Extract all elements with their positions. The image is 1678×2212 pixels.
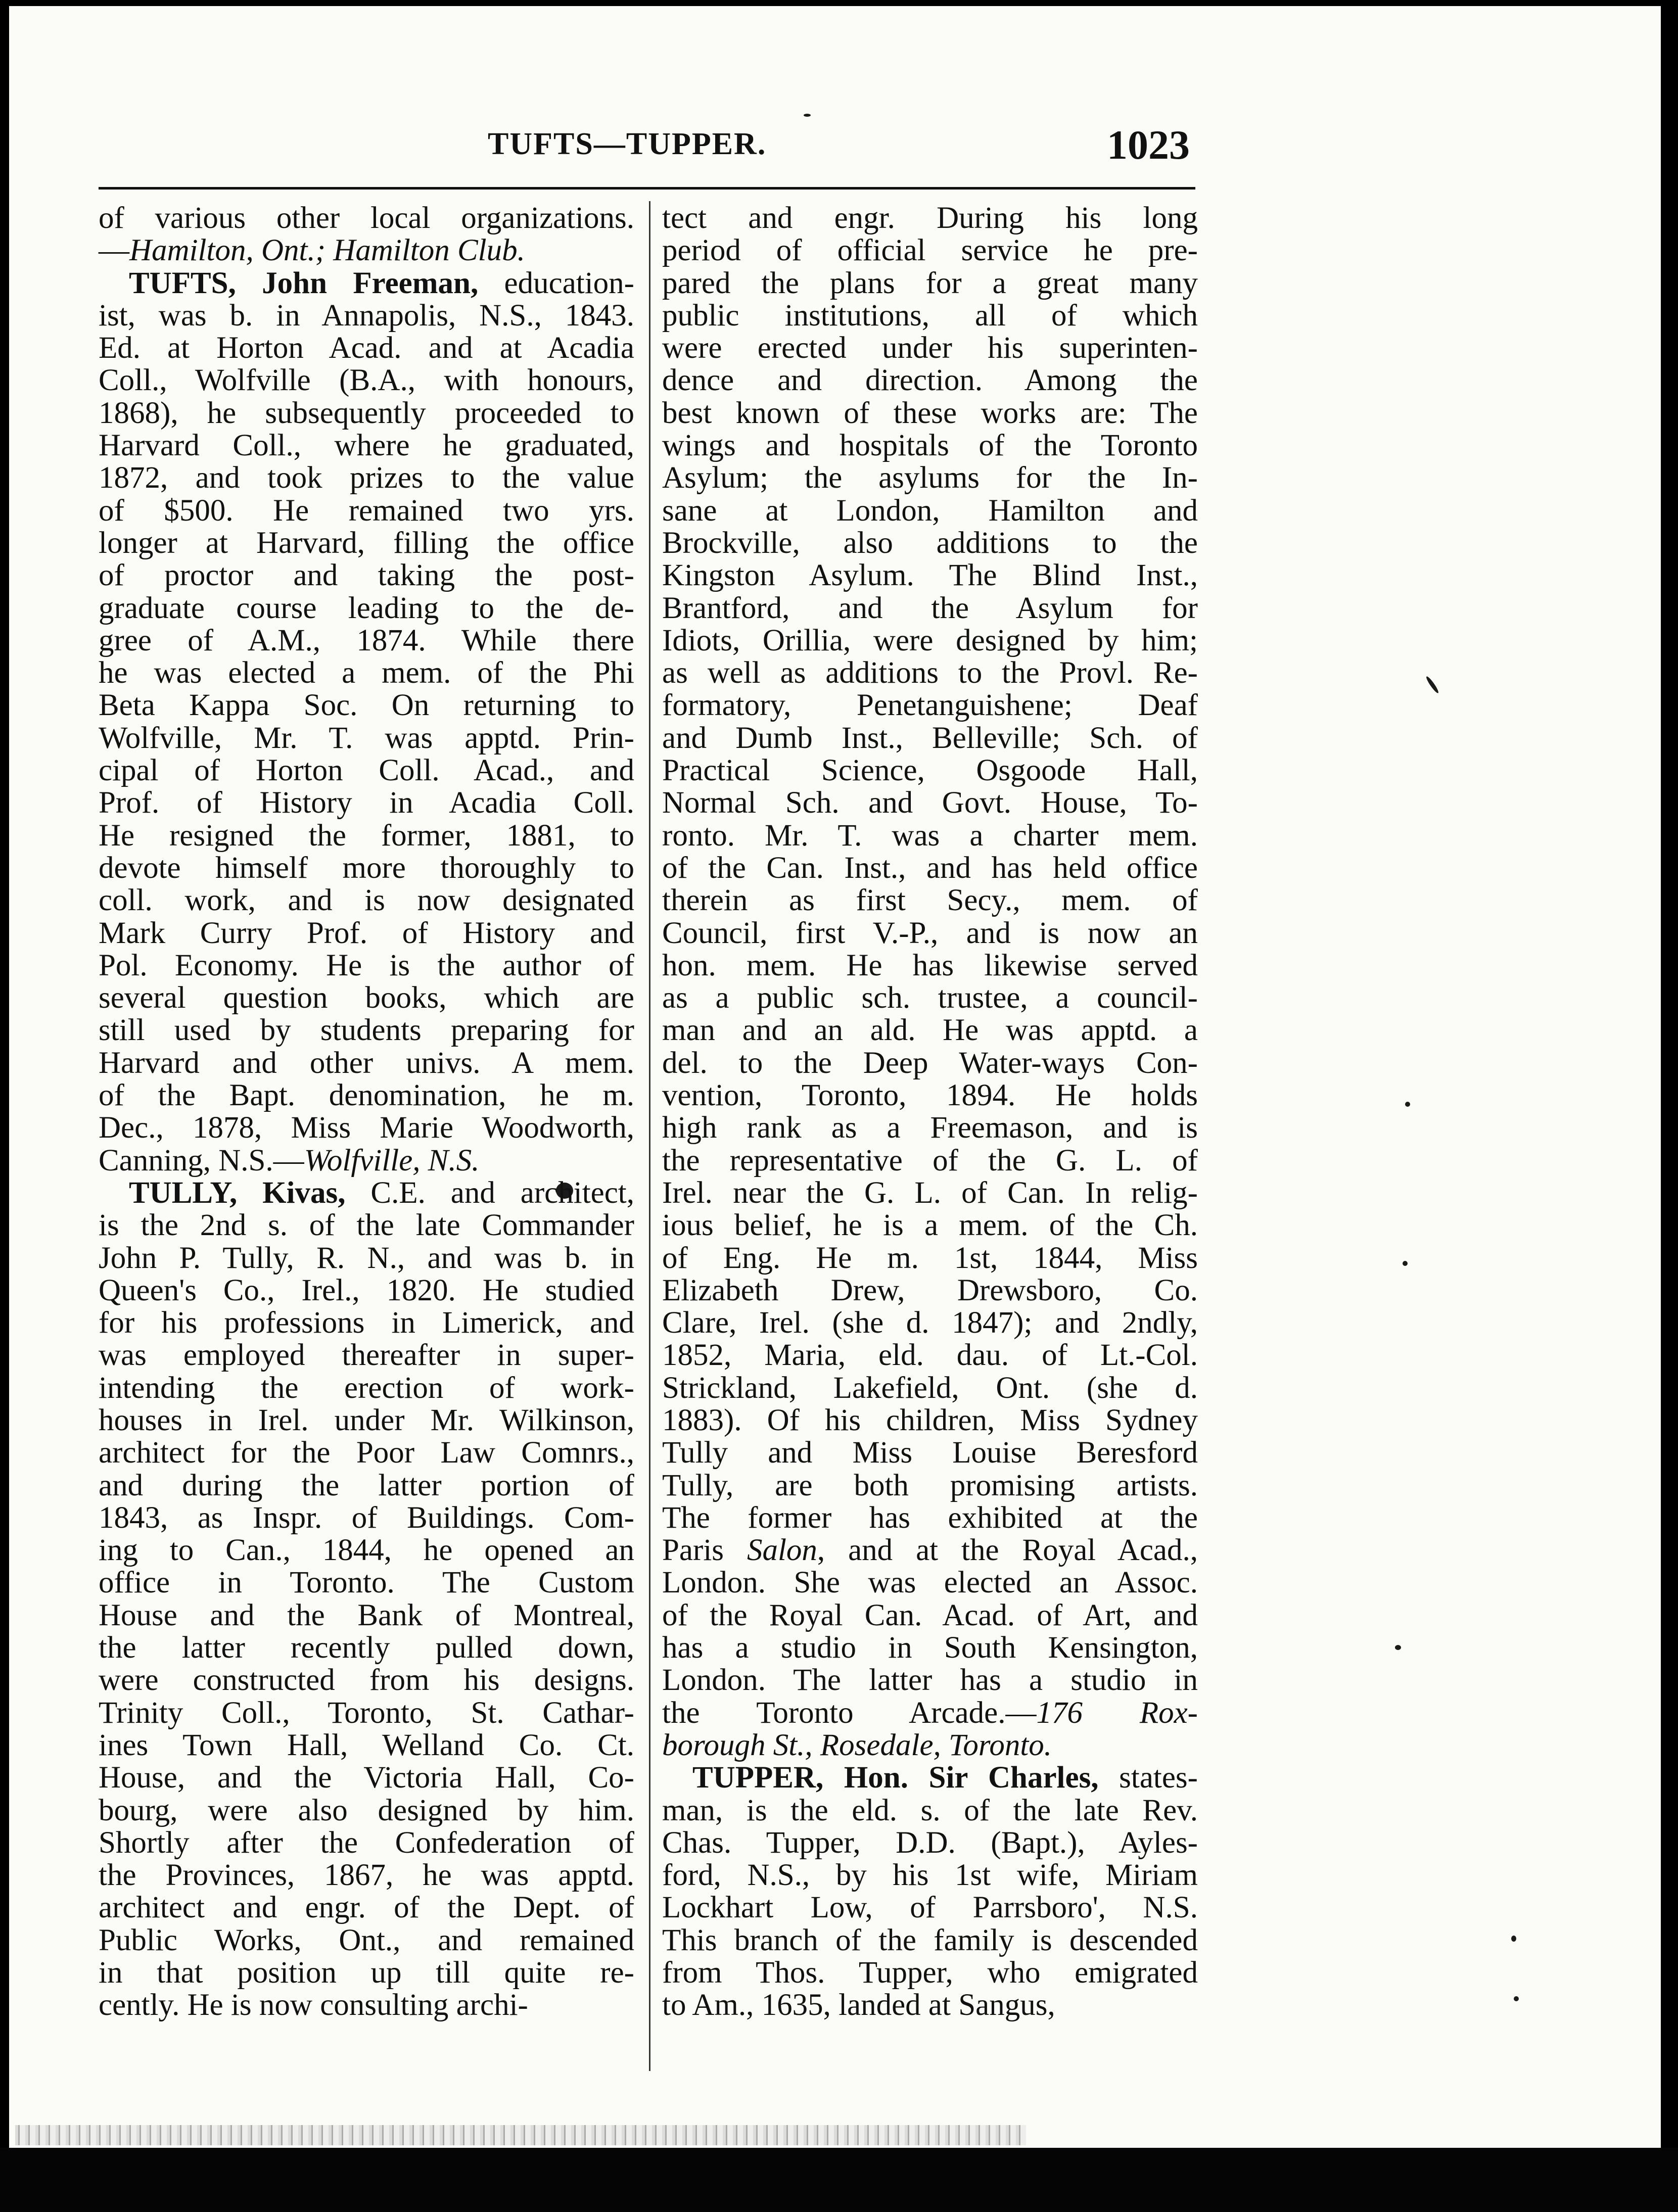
italic-text: Wolfville, N.S. [304, 1143, 480, 1178]
text-run: architect for the Poor Law Comnrs., [99, 1436, 634, 1470]
text-run: , and at the Royal Acad., [817, 1533, 1198, 1568]
text-line [662, 1697, 1198, 1729]
text-run: Strickland, Lakefield, Ont. (she d. [662, 1371, 1198, 1405]
text-line [99, 1859, 634, 1892]
text-line [99, 300, 634, 332]
text-line [99, 917, 634, 950]
text-run: of $500. He remained two yrs. [99, 493, 634, 528]
text-run: he was elected a mem. of the Phi [99, 656, 634, 690]
text-run: ing to Can., 1844, he opened an [99, 1533, 634, 1568]
scan-noise-strip [15, 2125, 1026, 2145]
italic-text: Hamilton, Ont.; Hamilton Club. [129, 233, 525, 268]
text-run: office in Toronto. The Custom [99, 1566, 634, 1600]
text-line [99, 852, 634, 884]
text-run: dence and direction. Among the [662, 363, 1198, 398]
text-run: wings and hospitals of the Toronto [662, 429, 1198, 463]
text-line [99, 1079, 634, 1112]
text-run: Wolfville, Mr. T. was apptd. Prin- [99, 721, 634, 755]
text-run: Harvard Coll., where he graduated, [99, 429, 634, 463]
entry-name: TUPPER, Hon. Sir Charles, [692, 1761, 1099, 1795]
text-run: Elizabeth Drew, Drewsboro, Co. [662, 1273, 1198, 1307]
text-line [662, 950, 1198, 982]
text-line [662, 1762, 1198, 1794]
text-line [99, 1827, 634, 1859]
text-run: for his professions in Limerick, and [99, 1306, 634, 1340]
text-line [662, 300, 1198, 332]
text-line [662, 202, 1198, 234]
text-run: Chas. Tupper, D.D. (Bapt.), Ayles- [662, 1825, 1198, 1860]
scan-speck [1405, 1102, 1410, 1107]
text-line [99, 1599, 634, 1632]
text-line [99, 267, 634, 300]
text-run: cently. He is now consulting archi- [99, 1988, 528, 2022]
text-line [662, 1729, 1198, 1762]
text-run: Prof. of History in Acadia Coll. [99, 786, 634, 820]
text-line [662, 1632, 1198, 1664]
text-run: John P. Tully, R. N., and was b. in [99, 1241, 634, 1275]
text-line [99, 1307, 634, 1339]
text-line [662, 495, 1198, 527]
text-run: coll. work, and is now designated [99, 883, 634, 918]
text-line [662, 1534, 1198, 1567]
text-run: cipal of Horton Coll. Acad., and [99, 754, 634, 788]
text-run: tect and engr. During his long [662, 201, 1198, 235]
text-line [662, 364, 1198, 397]
text-run: Paris [662, 1533, 747, 1568]
text-run: as a public sch. trustee, a council- [662, 981, 1198, 1015]
scan-speck [1511, 1936, 1516, 1942]
text-line [99, 1632, 634, 1664]
text-line [662, 267, 1198, 300]
text-line [662, 592, 1198, 625]
text-line [99, 1404, 634, 1437]
text-run: He resigned the former, 1881, to [99, 818, 634, 853]
text-run: intending the erection of work- [99, 1371, 634, 1405]
text-run: Idiots, Orillia, were designed by him; [662, 623, 1198, 657]
text-line [662, 1664, 1198, 1697]
scan-border-bottom [0, 2148, 1678, 2212]
text-run: ford, N.S., by his 1st wife, Miriam [662, 1858, 1198, 1893]
text-run: the latter recently pulled down, [99, 1631, 634, 1665]
text-run: man, is the eld. s. of the late Rev. [662, 1793, 1198, 1827]
text-line [99, 787, 634, 819]
text-line [662, 527, 1198, 559]
text-run: were erected under his superinten- [662, 331, 1198, 365]
text-line [99, 1697, 634, 1729]
text-run: del. to the Deep Water-ways Con- [662, 1046, 1198, 1080]
text-line [99, 1664, 634, 1697]
text-run: Asylum; the asylums for the In- [662, 461, 1198, 495]
text-line [99, 657, 634, 689]
text-run: formatory, Penetanguishene; Deaf [662, 688, 1198, 723]
text-line [99, 462, 634, 494]
text-line [99, 1989, 634, 2021]
text-line [662, 462, 1198, 494]
text-line [99, 1729, 634, 1762]
text-line [662, 1014, 1198, 1047]
text-run: Trinity Coll., Toronto, St. Cathar- [99, 1696, 634, 1730]
text-line [662, 1827, 1198, 1859]
text-run: sane at London, Hamilton and [662, 493, 1198, 528]
text-line [99, 722, 634, 755]
text-line [99, 755, 634, 787]
right-column [662, 202, 1198, 2022]
text-run: best known of these works are: The [662, 396, 1198, 430]
text-line [99, 1957, 634, 1989]
scan-speck [1395, 1645, 1401, 1650]
text-run: Brockville, also additions to the [662, 526, 1198, 560]
text-run: longer at Harvard, filling the office [99, 526, 634, 560]
text-line [99, 1892, 634, 1924]
text-line [662, 1404, 1198, 1437]
text-line [99, 1014, 634, 1047]
text-run: of Eng. He m. 1st, 1844, Miss [662, 1241, 1198, 1275]
text-run: still used by students preparing for [99, 1013, 634, 1048]
text-line [99, 950, 634, 982]
italic-text: borough St., Rosedale, Toronto. [662, 1728, 1052, 1762]
text-run: were constructed from his designs. [99, 1663, 634, 1698]
text-run: 1843, as Inspr. of Buildings. Com- [99, 1500, 634, 1535]
text-line [662, 689, 1198, 722]
text-run: pared the plans for a great many [662, 266, 1198, 300]
text-line [99, 397, 634, 430]
text-run: Ed. at Horton Acad. and at Acadia [99, 331, 634, 365]
text-line [662, 1470, 1198, 1502]
text-line [99, 1924, 634, 1957]
text-line [662, 234, 1198, 267]
text-line [662, 787, 1198, 819]
text-run: bourg, were also designed by him. [99, 1793, 634, 1827]
text-run: Dec., 1878, Miss Marie Woodworth, [99, 1111, 634, 1145]
text-run: vention, Toronto, 1894. He holds [662, 1078, 1198, 1113]
text-run: ist, was b. in Annapolis, N.S., 1843. [99, 298, 634, 333]
text-run: Lockhart Low, of Parrsboro', N.S. [662, 1891, 1198, 1925]
text-line [662, 852, 1198, 884]
text-run: Practical Science, Osgoode Hall, [662, 754, 1198, 788]
text-run: Council, first V.-P., and is now an [662, 916, 1198, 950]
text-line [99, 884, 634, 917]
scan-speck [1514, 1996, 1519, 2001]
page-number: 1023 [1107, 122, 1190, 168]
text-line [662, 1372, 1198, 1404]
text-line [99, 559, 634, 592]
text-run: The former has exhibited at the [662, 1500, 1198, 1535]
text-line [99, 1275, 634, 1307]
text-run: 1872, and took prizes to the value [99, 461, 634, 495]
text-run: to Am., 1635, landed at Sangus, [662, 1988, 1055, 2022]
text-line [662, 625, 1198, 657]
text-run: high rank as a Freemason, and is [662, 1111, 1198, 1145]
text-line [662, 1599, 1198, 1632]
text-line [662, 1957, 1198, 1989]
text-run: Kingston Asylum. The Blind Inst., [662, 558, 1198, 593]
text-run: London. The latter has a studio in [662, 1663, 1198, 1698]
text-line [662, 1177, 1198, 1209]
text-run: Pol. Economy. He is the author of [99, 948, 634, 982]
text-run: the Provinces, 1867, he was apptd. [99, 1858, 634, 1893]
text-line [99, 820, 634, 852]
entry-name: TUFTS, John Freeman, [129, 266, 479, 300]
text-run: has a studio in South Kensington, [662, 1631, 1198, 1665]
text-line [99, 1534, 634, 1567]
text-run: from Thos. Tupper, who emigrated [662, 1956, 1198, 1990]
text-run: graduate course leading to the de- [99, 591, 634, 625]
text-line [662, 1307, 1198, 1339]
text-run: period of official service he pre- [662, 233, 1198, 268]
text-run: C.E. and architect, [345, 1175, 634, 1210]
text-line [662, 1437, 1198, 1469]
text-run: London. She was elected an Assoc. [662, 1566, 1198, 1600]
text-run: devote himself more thoroughly to [99, 851, 634, 885]
text-line [99, 364, 634, 397]
text-run: Brantford, and the Asylum for [662, 591, 1198, 625]
text-run: hon. mem. He has likewise served [662, 948, 1198, 982]
text-line [99, 1470, 634, 1502]
text-run: ious belief, he is a mem. of the Ch. [662, 1208, 1198, 1243]
text-line [662, 657, 1198, 689]
text-run: Harvard and other univs. A mem. [99, 1046, 634, 1080]
text-run: Queen's Co., Irel., 1820. He studied [99, 1273, 634, 1307]
text-run: is the 2nd s. of the late Commander [99, 1208, 634, 1243]
text-run: ines Town Hall, Welland Co. Ct. [99, 1728, 634, 1762]
text-line [99, 982, 634, 1014]
text-run: the Toronto Arcade.— [662, 1696, 1037, 1730]
text-run: as well as additions to the Provl. Re- [662, 656, 1198, 690]
text-run: 1868), he subsequently proceeded to [99, 396, 634, 430]
text-line [99, 332, 634, 364]
text-run: — [99, 233, 129, 268]
text-run: of proctor and taking the post- [99, 558, 634, 593]
text-run: Tully, are both promising artists. [662, 1468, 1198, 1502]
text-run: Irel. near the G. L. of Can. In relig- [662, 1175, 1198, 1210]
text-line [99, 1339, 634, 1372]
text-line [662, 1145, 1198, 1177]
text-line [99, 1145, 634, 1177]
scan-speck [804, 114, 811, 117]
text-line [99, 1047, 634, 1079]
text-run: man and an ald. He was apptd. a [662, 1013, 1198, 1048]
text-run: 1852, Maria, eld. dau. of Lt.-Col. [662, 1338, 1198, 1373]
text-line [662, 430, 1198, 462]
italic-text: Salon [747, 1533, 817, 1568]
text-run: several question books, which are [99, 981, 634, 1015]
text-line [99, 625, 634, 657]
text-run: and Dumb Inst., Belleville; Sch. of [662, 721, 1198, 755]
text-line [662, 1275, 1198, 1307]
text-line [662, 559, 1198, 592]
text-run: houses in Irel. under Mr. Wilkinson, [99, 1403, 634, 1437]
text-run: gree of A.M., 1874. While there [99, 623, 634, 657]
text-run: was employed thereafter in super- [99, 1338, 634, 1373]
text-line [662, 755, 1198, 787]
text-run: House and the Bank of Montreal, [99, 1598, 634, 1632]
text-run: architect and engr. of the Dept. of [99, 1891, 634, 1925]
text-run: Tully and Miss Louise Beresford [662, 1436, 1198, 1470]
text-line [662, 1502, 1198, 1534]
text-run: states- [1098, 1761, 1198, 1795]
text-line [662, 1795, 1198, 1827]
text-line [99, 592, 634, 625]
text-run: of various other local organizations. [99, 201, 634, 235]
text-run: 1883). Of his children, Miss Sydney [662, 1403, 1198, 1437]
text-run: education- [478, 266, 634, 300]
italic-text: 176 Rox- [1036, 1696, 1198, 1730]
text-line [99, 1437, 634, 1469]
text-run: Shortly after the Confederation of [99, 1825, 634, 1860]
text-line [662, 722, 1198, 755]
text-run: Normal Sch. and Govt. House, To- [662, 786, 1198, 820]
text-run: public institutions, all of which [662, 298, 1198, 333]
text-run: House, and the Victoria Hall, Co- [99, 1761, 634, 1795]
text-run: the representative of the G. L. of [662, 1143, 1198, 1178]
text-line [662, 1079, 1198, 1112]
left-column [99, 202, 634, 2022]
text-line [99, 1177, 634, 1209]
text-run: of the Royal Can. Acad. of Art, and [662, 1598, 1198, 1632]
text-run: Beta Kappa Soc. On returning to [99, 688, 634, 723]
text-line [662, 1047, 1198, 1079]
text-line [99, 1112, 634, 1144]
text-line [662, 1209, 1198, 1242]
text-line [99, 202, 634, 234]
text-line [99, 1242, 634, 1275]
text-line [99, 1372, 634, 1404]
text-line [99, 689, 634, 722]
text-line [662, 397, 1198, 430]
text-line [99, 1762, 634, 1794]
text-line [662, 1859, 1198, 1892]
text-line [99, 1209, 634, 1242]
text-line [662, 332, 1198, 364]
text-run: Public Works, Ont., and remained [99, 1923, 634, 1957]
text-run: in that position up till quite re- [99, 1956, 634, 1990]
text-run: Canning, N.S.— [99, 1143, 304, 1178]
text-line [99, 234, 634, 267]
text-line [662, 982, 1198, 1014]
text-run: This branch of the family is descended [662, 1923, 1198, 1957]
text-line [662, 1892, 1198, 1924]
scan-speck [1403, 1261, 1408, 1266]
text-run: Clare, Irel. (she d. 1847); and 2ndly, [662, 1306, 1198, 1340]
entry-name: TULLY, Kivas, [129, 1175, 346, 1210]
text-run: ronto. Mr. T. was a charter mem. [662, 818, 1198, 853]
text-run: therein as first Secy., mem. of [662, 883, 1198, 918]
header-rule [99, 187, 1195, 190]
text-run: Mark Curry Prof. of History and [99, 916, 634, 950]
text-run: of the Can. Inst., and has held office [662, 851, 1198, 885]
text-line [662, 884, 1198, 917]
text-line [662, 1112, 1198, 1144]
text-line [662, 820, 1198, 852]
text-run: of the Bapt. denomination, he m. [99, 1078, 634, 1113]
text-line [662, 1989, 1198, 2021]
column-divider [649, 201, 650, 2071]
text-line [662, 1339, 1198, 1372]
text-line [662, 1242, 1198, 1275]
text-run: Coll., Wolfville (B.A., with honours, [99, 363, 634, 398]
text-line [99, 495, 634, 527]
text-line [99, 1795, 634, 1827]
text-line [99, 430, 634, 462]
text-line [662, 1567, 1198, 1599]
text-line [99, 527, 634, 559]
text-line [662, 917, 1198, 950]
text-line [99, 1567, 634, 1599]
text-run: and during the latter portion of [99, 1468, 634, 1502]
text-line [662, 1924, 1198, 1957]
page-header-title: TUFTS—TUPPER. [488, 127, 767, 161]
text-line [99, 1502, 634, 1534]
